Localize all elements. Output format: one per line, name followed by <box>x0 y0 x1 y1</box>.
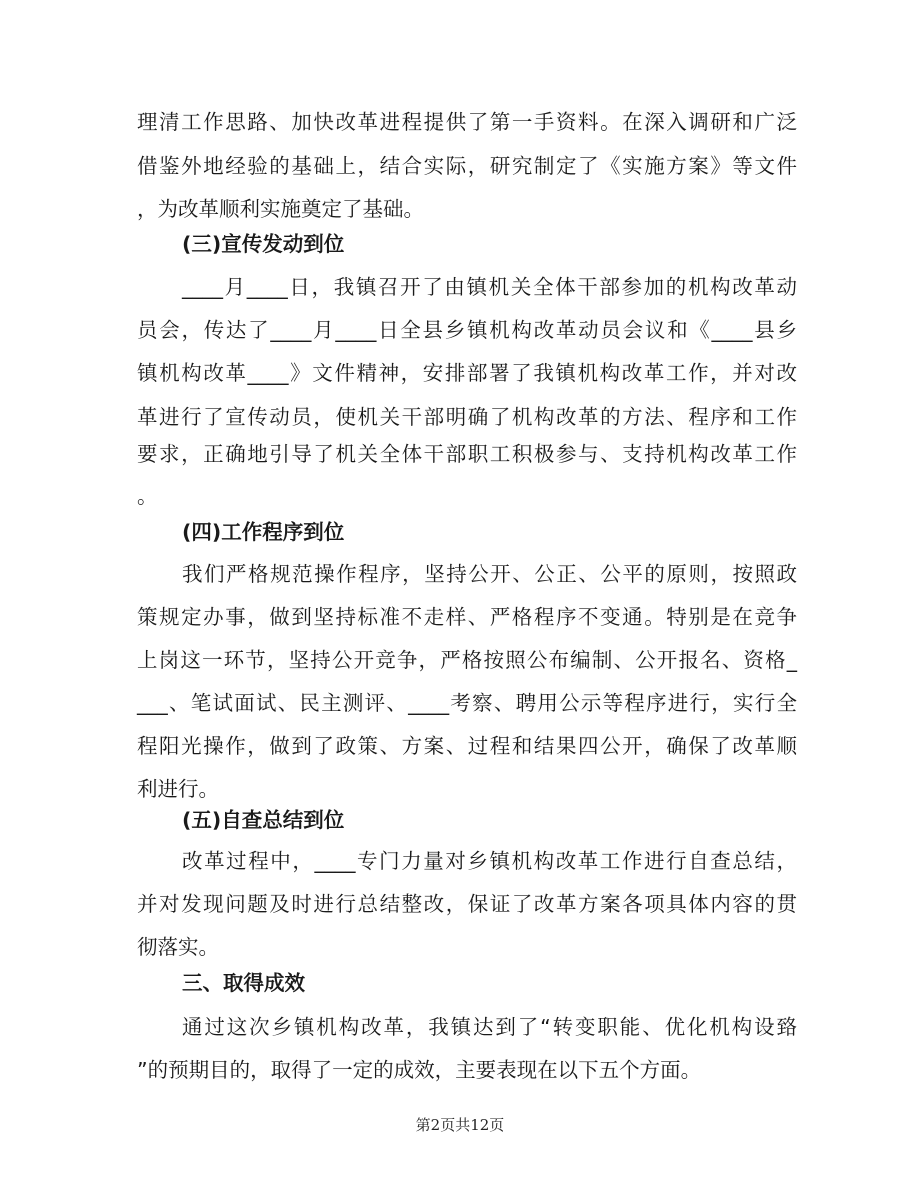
page-number: 第2页共12页 <box>415 1116 505 1134</box>
paragraph-line: 策规定办事，做到坚持标准不走样、严格程序不变通。特别是在竞争 <box>137 605 797 629</box>
paragraph-line: 改革过程中，____专门力量对乡镇机构改革工作进行自查总结， <box>182 849 797 873</box>
paragraph-line: ，为改革顺利实施奠定了基础。 <box>137 197 424 221</box>
section-heading: (五)自查总结到位 <box>182 808 345 832</box>
paragraph-line: ”的预期目的，取得了一定的成效，主要表现在以下五个方面。 <box>137 1058 702 1082</box>
paragraph-line: 要求，正确地引导了机关全体干部职工积极参与、支持机构改革工作 <box>137 442 797 466</box>
paragraph-line: 员会，传达了____月____日全县乡镇机构改革动员会议和《____县乡 <box>137 318 797 342</box>
paragraph-line: 理清工作思路、加快改革进程提供了第一手资料。在深入调研和广泛 <box>137 110 797 134</box>
paragraph-line: 革进行了宣传动员，使机关干部明确了机构改革的方法、程序和工作 <box>137 405 797 429</box>
paragraph-line: 并对发现问题及时进行总结整改，保证了改革方案各项具体内容的贯 <box>137 892 797 916</box>
paragraph-line: 上岗这一环节，坚持公开竞争，严格按照公布编制、公开报名、资格_ <box>137 648 797 672</box>
paragraph-line: ____月____日，我镇召开了由镇机关全体干部参加的机构改革动 <box>182 275 797 299</box>
paragraph-line: 彻落实。 <box>137 935 219 959</box>
paragraph-line: 。 <box>137 484 158 508</box>
section-heading: (四)工作程序到位 <box>182 520 345 544</box>
paragraph-line: 借鉴外地经验的基础上，结合实际，研究制定了《实施方案》等文件 <box>137 154 797 178</box>
section-heading: (三)宣传发动到位 <box>182 232 345 256</box>
paragraph-line: 通过这次乡镇机构改革，我镇达到了“转变职能、优化机构设臵 <box>182 1015 797 1039</box>
paragraph-line: 利进行。 <box>137 777 219 801</box>
paragraph-line: 镇机构改革____》文件精神，安排部署了我镇机构改革工作，并对改 <box>137 361 797 385</box>
paragraph-line: ___、笔试面试、民主测评、____考察、聘用公示等程序进行，实行全 <box>137 691 797 715</box>
section-heading: 三、取得成效 <box>182 971 305 995</box>
paragraph-line: 程阳光操作，做到了政策、方案、过程和结果四公开，确保了改革顺 <box>137 734 797 758</box>
paragraph-line: 我们严格规范操作程序，坚持公开、公正、公平的原则，按照政 <box>182 562 797 586</box>
